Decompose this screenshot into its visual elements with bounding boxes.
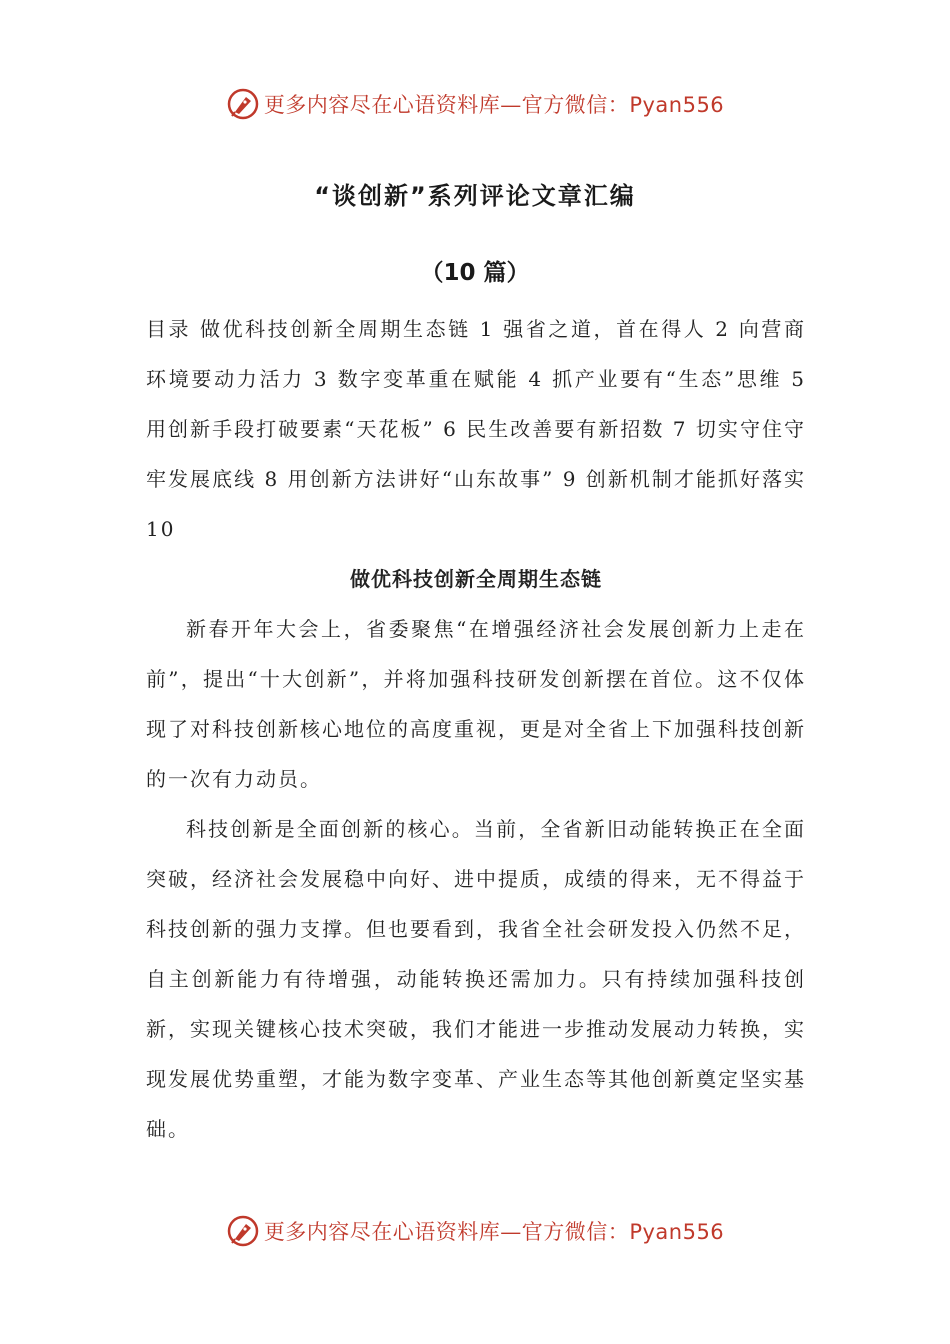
footer-watermark-banner	[0, 1211, 950, 1251]
banner-text: 更多内容尽在心语资料库—官方微信：Pyan556	[263, 93, 725, 117]
banner-text: 更多内容尽在心语资料库—官方微信：Pyan556	[263, 1220, 725, 1244]
pen-nib-logo-icon	[226, 1214, 260, 1248]
wechat-id: Pyan556	[629, 93, 725, 117]
wechat-id: Pyan556	[629, 1220, 725, 1244]
document-subtitle: （10 篇）	[420, 260, 530, 286]
header-watermark-banner	[0, 84, 950, 124]
table-of-contents: 目录 做优科技创新全周期生态链 1 强省之道，首在得人 2 向营商环境要动力活力 3 数字变革重在赋能 4 抓产业要有“生态”思维 5 用创新手段打破要素“天花板” 6 民生改善要有新招数 7 切实守住守牢发展底线 8 用创新方法讲好“山东故事” 9 创新机制才能抓好落实 10	[146, 317, 806, 541]
paragraph: 科技创新是全面创新的核心。当前，全省新旧动能转换正在全面突破，经济社会发展稳中向好、进中提质，成绩的得来，无不得益于科技创新的强力支撑。但也要看到，我省全社会研发投入仍然不足，自主创新能力有待增强，动能转换还需加力。只有持续加强科技创新，实现关键核心技术突破，我们才能进一步推动发展动力转换，实现发展优势重塑，才能为数字变革、产业生态等其他创新奠定坚实基础。	[146, 817, 806, 1141]
pen-nib-logo-icon	[226, 87, 260, 121]
paragraph: 新春开年大会上，省委聚焦“在增强经济社会发展创新力上走在前”，提出“十大创新”，并将加强科技研发创新摆在首位。这不仅体现了对科技创新核心地位的高度重视，更是对全省上下加强科技创新的一次有力动员。	[146, 617, 806, 791]
section-heading: 做优科技创新全周期生态链	[350, 567, 602, 591]
document-title: “谈创新”系列评论文章汇编	[314, 182, 636, 210]
document-body	[146, 304, 806, 1154]
